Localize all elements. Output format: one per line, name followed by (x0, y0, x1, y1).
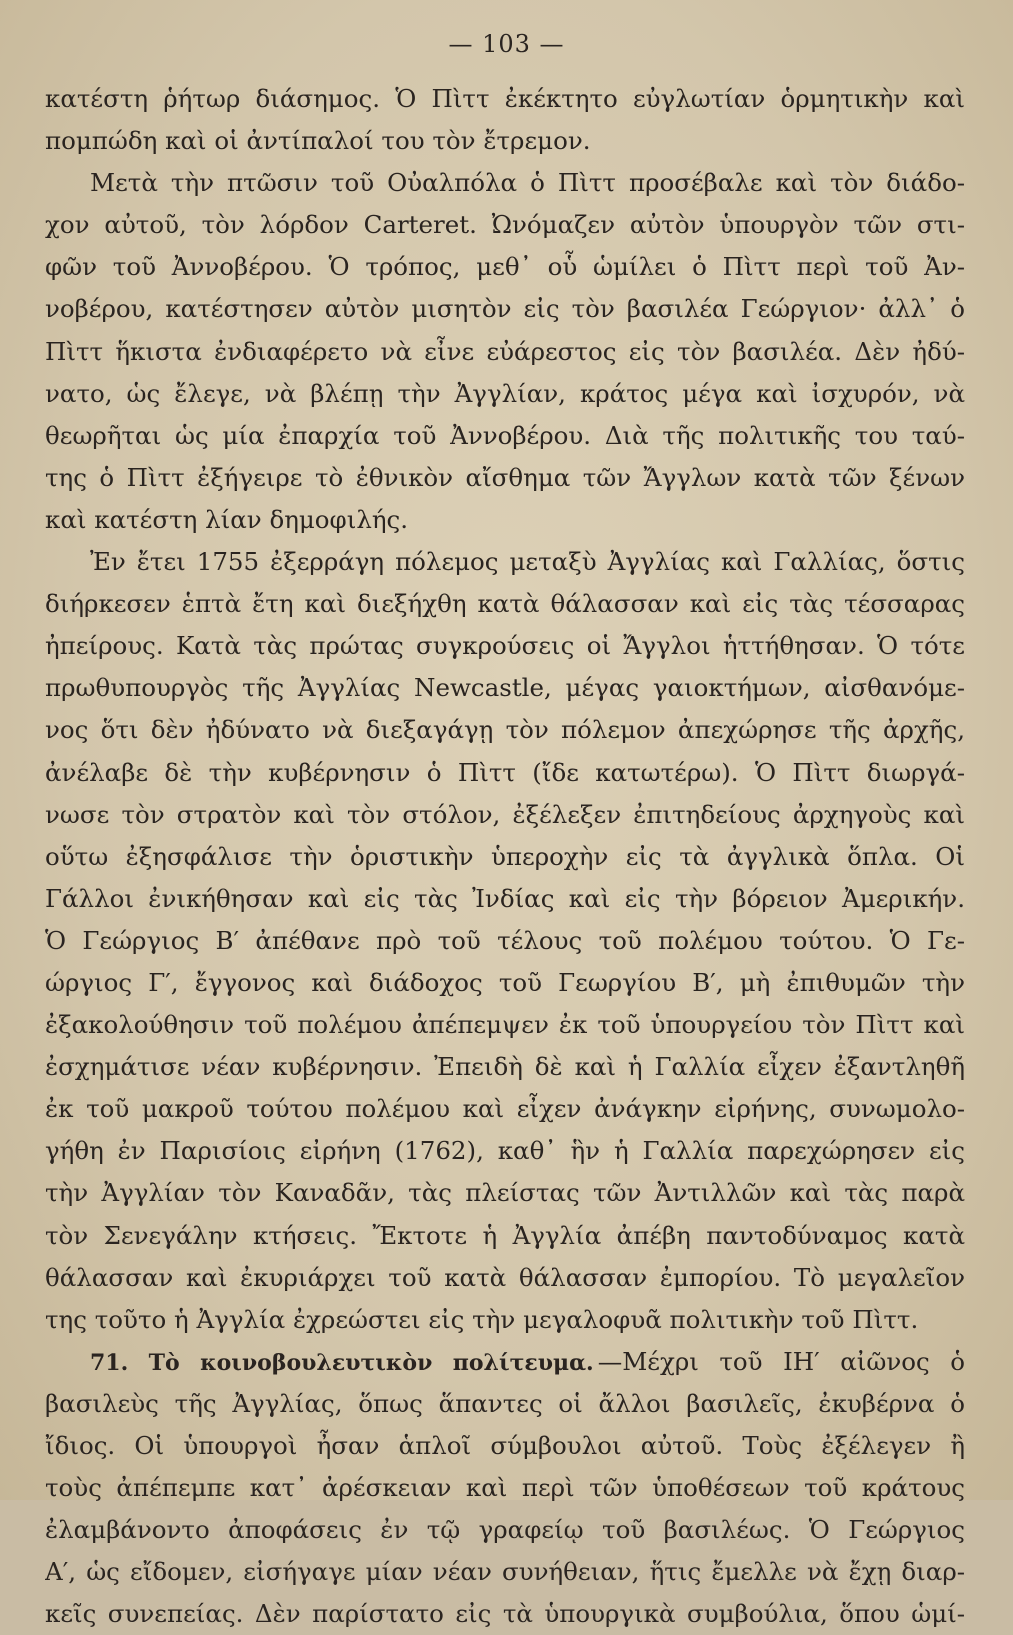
line-text: Α′, ὡς εἴδομεν, εἰσήγαγε μίαν νέαν συνήθειαν, ἥτις ἔμελλε νὰ ἔχῃ διαρ- (45, 1557, 965, 1587)
text-line (45, 1215, 965, 1257)
text-line (45, 709, 965, 751)
text-line (45, 1046, 965, 1088)
text-line (45, 288, 965, 330)
text-line (45, 162, 965, 204)
text-line (45, 794, 965, 836)
text-line (45, 457, 965, 499)
line-text: χον αὐτοῦ, τὸν λόρδον Carteret. Ὠνόμαζεν αὐτὸν ὑπουργὸν τῶν στι- (45, 210, 965, 240)
text-line (45, 962, 965, 1004)
text-line (45, 1383, 965, 1425)
line-text: Πὶττ ἥκιστα ἐνδιαφέρετο νὰ εἶνε εὐάρεστος εἰς τὸν βασιλέα. Δὲν ἠδύ- (45, 336, 965, 366)
line-text: θεωρῆται ὡς μία ἐπαρχία τοῦ Ἀννοβέρου. Διὰ τῆς πολιτικῆς του ταύ- (45, 420, 965, 450)
text-line (45, 541, 965, 583)
line-text: κατέστη ῥήτωρ διάσημος. Ὁ Πὶττ ἐκέκτητο εὐγλωτίαν ὁρμητικὴν καὶ (45, 84, 965, 113)
line-text: πρωθυπουργὸς τῆς Ἀγγλίας Newcastle, μέγας γαιοκτήμων, αἰσθανόμε- (45, 673, 965, 703)
text-line (45, 1088, 965, 1130)
line-text: τοὺς ἀπέπεμπε κατ᾽ ἀρέσκειαν καὶ περὶ τῶν ὑποθέσεων τοῦ κράτους (45, 1473, 965, 1503)
line-text: κεῖς συνεπείας. Δὲν παρίστατο εἰς τὰ ὑπουργικὰ συμβούλια, ὅπου ὡμί- (45, 1599, 965, 1629)
line-text: τὸν Σενεγάλην κτήσεις. Ἔκτοτε ἡ Ἀγγλία ἀπέβη παντοδύναμος κατὰ (45, 1220, 965, 1250)
text-line (45, 1130, 965, 1172)
text-line (45, 78, 965, 120)
body-text (45, 78, 965, 1635)
line-text: ἴδιος. Οἱ ὑπουργοὶ ἦσαν ἁπλοῖ σύμβουλοι αὐτοῦ. Τοὺς ἐξέλεγεν ἢ (45, 1431, 965, 1460)
text-line (45, 1004, 965, 1046)
line-text: Γάλλοι ἐνικήθησαν καὶ εἰς τὰς Ἰνδίας καὶ εἰς τὴν βόρειον Ἀμερικήν. (45, 883, 965, 913)
line-text: διήρκεσεν ἑπτὰ ἔτη καὶ διεξήχθη κατὰ θάλασσαν καὶ εἰς τὰς τέσσαρας (45, 589, 965, 619)
line-text: ἐξακολούθησιν τοῦ πολέμου ἀπέπεμψεν ἐκ τοῦ ὑπουργείου τὸν Πὶττ καὶ (45, 1010, 965, 1040)
text-line (45, 625, 965, 667)
line-text: ἀνέλαβε δὲ τὴν κυβέρνησιν ὁ Πὶττ (ἴδε κατωτέρω). Ὁ Πὶττ διωργά- (45, 757, 965, 787)
text-line (45, 499, 965, 541)
text-line (45, 204, 965, 246)
line-text: νοβέρου, κατέστησεν αὐτὸν μισητὸν εἰς τὸν βασιλέα Γεώργιον· ἀλλ᾽ ὁ (45, 294, 965, 324)
line-text: ἐλαμβάνοντο ἀποφάσεις ἐν τῷ γραφείῳ τοῦ βασιλέως. Ὁ Γεώργιος (45, 1515, 965, 1545)
line-text: ἐκ τοῦ μακροῦ τούτου πολέμου καὶ εἶχεν ἀνάγκην εἰρήνης, συνωμολο- (45, 1094, 965, 1124)
line-text: της ὁ Πὶττ ἐξήγειρε τὸ ἐθνικὸν αἴσθημα τῶν Ἄγγλων κατὰ τῶν ξένων (45, 462, 965, 492)
line-text: —Μέχρι τοῦ ΙΗ′ αἰῶνος ὁ (597, 1346, 965, 1376)
line-text: Μετὰ τὴν πτῶσιν τοῦ Οὐαλπόλα ὁ Πὶττ προσέβαλε καὶ τὸν διάδο- (90, 168, 965, 198)
line-text: φῶν τοῦ Ἀννοβέρου. Ὁ τρόπος, μεθ᾽ οὗ ὡμίλει ὁ Πὶττ περὶ τοῦ Ἀν- (45, 252, 965, 282)
text-line (45, 1467, 965, 1509)
line-text: γήθη ἐν Παρισίοις εἰρήνη (1762), καθ᾽ ἣν ἡ Γαλλία παρεχώρησεν εἰς (45, 1136, 965, 1166)
text-line (45, 246, 965, 288)
text-line (45, 1425, 965, 1467)
text-line (45, 667, 965, 709)
text-line (45, 1509, 965, 1551)
line-text: καὶ κατέστη λίαν δημοφιλής. (45, 504, 409, 534)
line-text: ἠπείρους. Κατὰ τὰς πρώτας συγκρούσεις οἱ Ἄγγλοι ἡττήθησαν. Ὁ τότε (45, 631, 965, 661)
line-text: νος ὅτι δὲν ἠδύνατο νὰ διεξαγάγῃ τὸν πόλεμον ἀπεχώρησε τῆς ἀρχῆς, (45, 715, 965, 745)
line-text: ἐσχημάτισε νέαν κυβέρνησιν. Ἐπειδὴ δὲ καὶ ἡ Γαλλία εἶχεν ἐξαντληθῆ (45, 1052, 965, 1082)
line-text: της τοῦτο ἡ Ἀγγλία ἐχρεώστει εἰς τὴν μεγαλοφυᾶ πολιτικὴν τοῦ Πὶττ. (45, 1304, 919, 1334)
text-line (45, 120, 965, 162)
line-text: Ἐν ἔτει 1755 ἐξερράγη πόλεμος μεταξὺ Ἀγγλίας καὶ Γαλλίας, ὅστις (90, 547, 965, 577)
text-line (45, 752, 965, 794)
text-line (45, 878, 965, 920)
line-text: τὴν Ἀγγλίαν τὸν Καναδᾶν, τὰς πλείστας τῶν Ἀντιλλῶν καὶ τὰς παρὰ (45, 1178, 965, 1208)
line-text: πομπώδη καὶ οἱ ἀντίπαλοί του τὸν ἔτρεμον. (45, 126, 591, 156)
text-line (45, 583, 965, 625)
line-text: νωσε τὸν στρατὸν καὶ τὸν στόλον, ἐξέλεξεν ἐπιτηδείους ἀρχηγοὺς καὶ (45, 799, 965, 829)
text-line (45, 1593, 965, 1635)
text-line (45, 1172, 965, 1214)
text-line (45, 1257, 965, 1299)
line-text: νατο, ὡς ἔλεγε, νὰ βλέπῃ τὴν Ἀγγλίαν, κράτος μέγα καὶ ἰσχυρόν, νὰ (45, 378, 965, 408)
line-text: θάλασσαν καὶ ἐκυριάρχει τοῦ κατὰ θάλασσαν ἐμπορίου. Τὸ μεγαλεῖον (45, 1262, 965, 1292)
section-heading: 71. Τὸ κοινοβουλευτικὸν πολίτευμα. (90, 1349, 594, 1376)
text-line (45, 920, 965, 962)
text-line (45, 1551, 965, 1593)
section-heading-line (45, 1341, 965, 1383)
page-number: — 103 — (448, 30, 565, 58)
text-line (45, 415, 965, 457)
line-text: οὕτω ἐξησφάλισε τὴν ὁριστικὴν ὑπεροχὴν εἰς τὰ ἀγγλικὰ ὅπλα. Οἱ (45, 841, 965, 871)
line-text: ώργιος Γ′, ἔγγονος καὶ διάδοχος τοῦ Γεωργίου Β′, μὴ ἐπιθυμῶν τὴν (45, 967, 965, 997)
text-line (45, 331, 965, 373)
text-line (45, 373, 965, 415)
line-text: Ὁ Γεώργιος Β′ ἀπέθανε πρὸ τοῦ τέλους τοῦ πολέμου τούτου. Ὁ Γε- (45, 925, 965, 955)
text-line (45, 836, 965, 878)
text-line (45, 1299, 965, 1341)
line-text: βασιλεὺς τῆς Ἀγγλίας, ὅπως ἅπαντες οἱ ἄλλοι βασιλεῖς, ἐκυβέρνα ὁ (45, 1388, 965, 1418)
